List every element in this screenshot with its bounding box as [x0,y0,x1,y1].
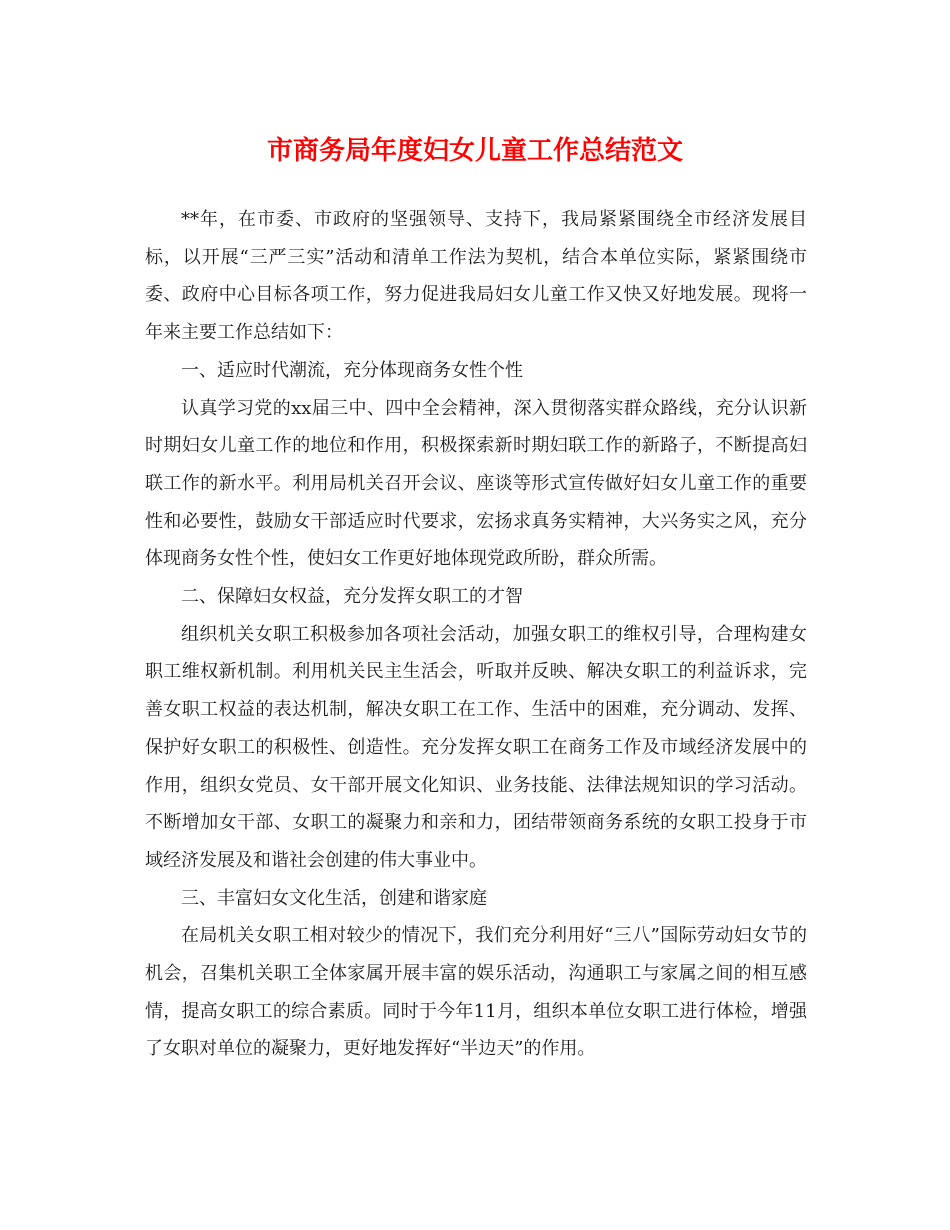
section-heading-1: 一、适应时代潮流，充分体现商务女性个性 [181,359,523,381]
section-heading-2: 二、保障妇女权益，充分发挥女职工的才智 [181,586,523,608]
document-body [145,201,807,1068]
section-paragraph-1: 认真学习党的xx届三中、四中全会精神，深入贯彻落实群众路线，充分认识新时期妇女儿童工作的地位和作用，积极探索新时期妇联工作的新路子，不断提高妇联工作的新水平。利用局机关召开会议、座谈等形式宣传做好妇女儿童工作的重要性和必要性，鼓励女干部适应时代要求，宏扬求真务实精神，大兴务实之风，充分体现商务女性个性，使妇女工作更好地体现党政所盼，群众所需。 [145,397,807,570]
section-paragraph-2: 组织机关女职工积极参加各项社会活动，加强女职工的维权引导，合理构建女职工维权新机制。利用机关民主生活会，听取并反映、解决女职工的利益诉求，完善女职工权益的表达机制，解决女职工在工作、生活中的困难，充分调动、发挥、保护好女职工的积极性、创造性。充分发挥女职工在商务工作及市域经济发展中的作用，组织女党员、女干部开展文化知识、业务技能、法律法规知识的学习活动。不断增加女干部、女职工的凝聚力和亲和力，团结带领商务系统的女职工投身于市域经济发展及和谐社会创建的伟大事业中。 [145,623,807,871]
document-title: 市商务局年度妇女儿童工作总结范文 [266,136,683,166]
section-heading-3: 三、丰富妇女文化生活，创建和谐家庭 [181,887,487,909]
intro-paragraph: **年，在市委、市政府的坚强领导、支持下，我局紧紧围绕全市经济发展目标，以开展“三严三实”活动和清单工作法为契机，结合本单位实际，紧紧围绕市委、政府中心目标各项工作，努力促进我局妇女儿童工作又快又好地发展。现将一年来主要工作总结如下： [145,209,807,344]
section-paragraph-3: 在局机关女职工相对较少的情况下，我们充分利用好“三八”国际劳动妇女节的机会，召集机关职工全体家属开展丰富的娱乐活动，沟通职工与家属之间的相互感情，提高女职工的综合素质。同时于今年11月，组织本单位女职工进行体检，增强了女职对单位的凝聚力，更好地发挥好“半边天”的作用。 [145,925,807,1060]
